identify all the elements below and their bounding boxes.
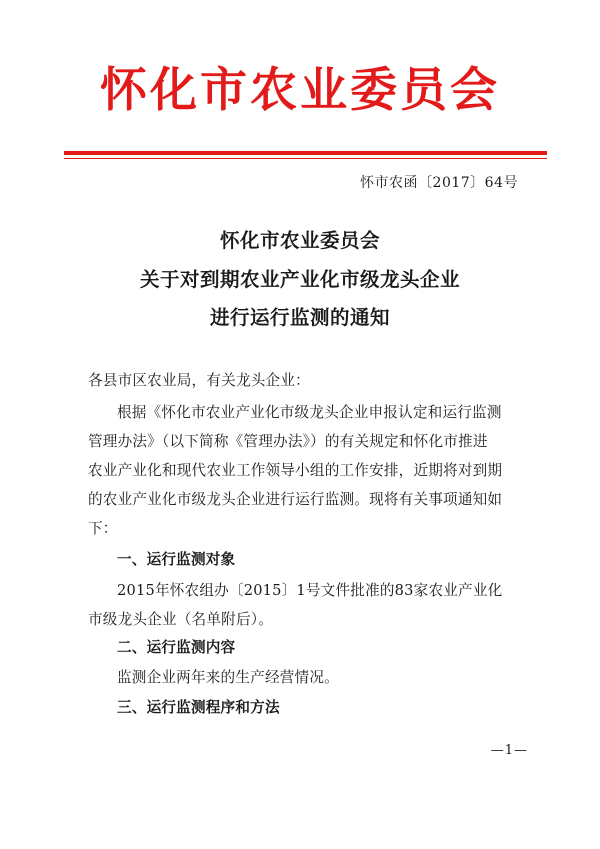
header-red-rule-thin	[64, 158, 547, 159]
header-organization-title: 怀化市农业委员会	[100, 63, 500, 118]
notice-title-line-3: 进行运行监测的通知	[209, 306, 390, 329]
section-2-text: 监测企业两年来的生产经营情况。	[117, 669, 339, 686]
header-red-rule	[64, 151, 547, 155]
section-1-text-line: 2015年怀农组办〔2015〕1号文件批准的83家农业产业化	[117, 582, 503, 599]
paragraph-line: 根据《怀化市农业产业化市级龙头企业申报认定和运行监测	[117, 404, 502, 421]
notice-title-line-1: 怀化市农业委员会	[219, 229, 380, 252]
section-3-heading: 三、运行监测程序和方法	[117, 699, 280, 716]
paragraph-line: 农业产业化和现代农业工作领导小组的工作安排，近期将对到期	[88, 462, 503, 479]
salutation: 各县市区农业局，有关龙头企业：	[88, 372, 310, 389]
paragraph-line: 管理办法》（以下简称《管理办法》）的有关规定和怀化市推进	[88, 433, 488, 450]
section-2-heading: 二、运行监测内容	[117, 639, 236, 656]
document-number: 怀市农函〔2017〕64号	[360, 175, 518, 191]
paragraph-line: 的农业产业化市级龙头企业进行运行监测。现将有关事项通知如	[88, 491, 503, 508]
paragraph-line: 下：	[88, 520, 118, 537]
notice-title-line-2: 关于对到期农业产业化市级龙头企业	[139, 268, 460, 291]
section-1-heading: 一、运行监测对象	[117, 551, 236, 568]
page-number: —1—	[490, 743, 528, 758]
section-1-text-line: 市级龙头企业（名单附后）。	[88, 611, 274, 628]
